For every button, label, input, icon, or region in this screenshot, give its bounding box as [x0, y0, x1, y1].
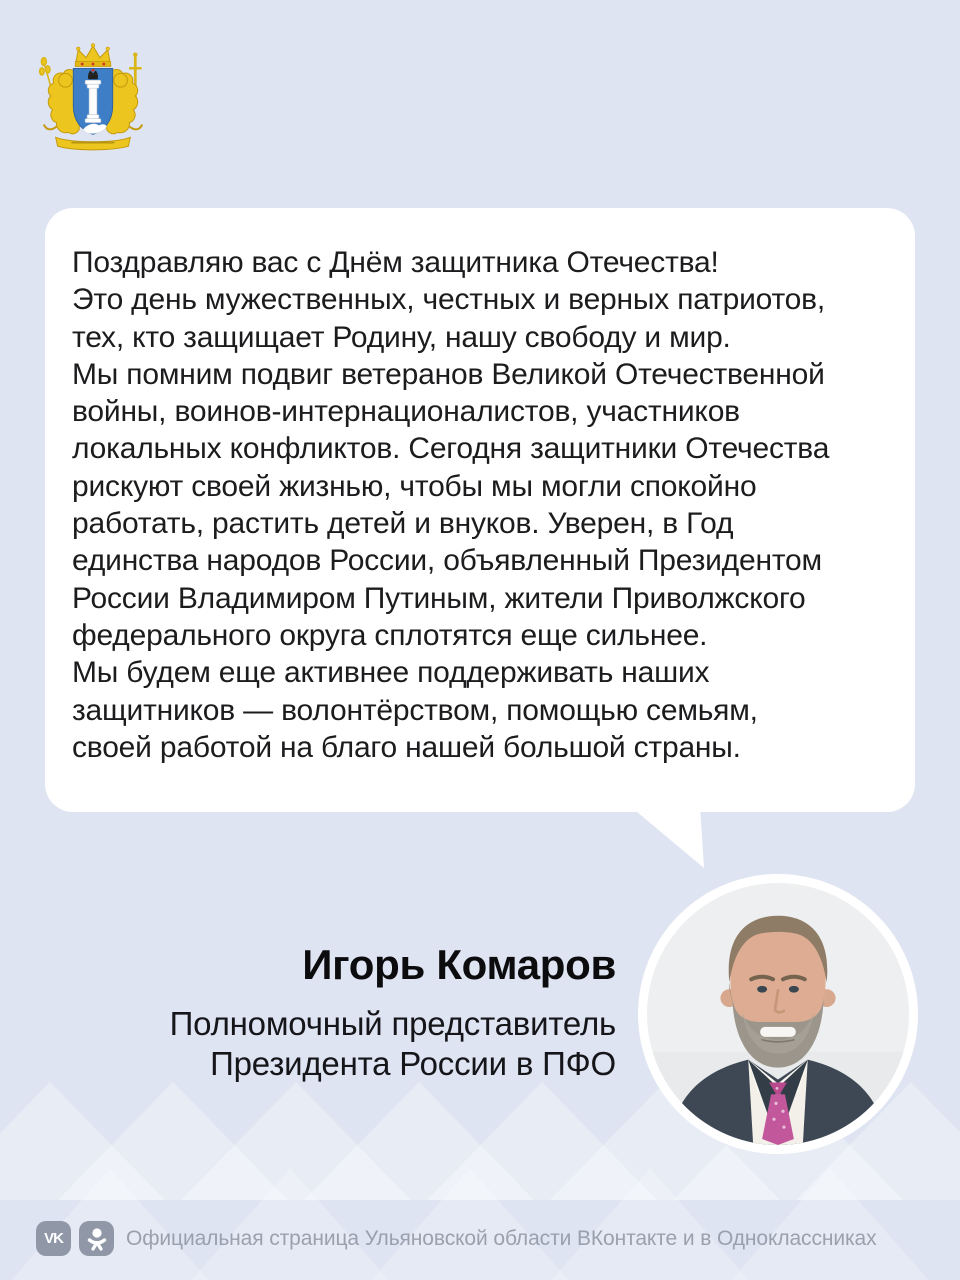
- person-portrait-illustration: [647, 883, 909, 1145]
- vk-icon-glyph: VK: [44, 1230, 63, 1247]
- portrait-photo: [638, 874, 918, 1154]
- message-line: локальных конфликтов. Сегодня защитники Отечества: [72, 432, 830, 466]
- message-line: Мы будем еще активнее поддерживать наших: [72, 656, 710, 690]
- message-line: Мы помним подвиг ветеранов Великой Отечественной: [72, 357, 825, 391]
- person-title: [170, 1004, 616, 1084]
- message-line: Это день мужественных, честных и верных патриотов,: [72, 283, 826, 317]
- ok-person-glyph: [86, 1227, 108, 1251]
- message-line: Поздравляю вас с Днём защитника Отечества!: [72, 246, 719, 279]
- message-line: работать, растить детей и внуков. Уверен, в Год: [72, 507, 734, 541]
- message-line: единства народов России, объявленный Президентом: [72, 544, 822, 578]
- signature-block: [170, 942, 616, 1084]
- message-card: [45, 208, 915, 812]
- vk-icon: [36, 1221, 71, 1256]
- message-line: федерального округа сплотятся еще сильнее.: [72, 618, 708, 652]
- message-line: России Владимиром Путиным, жители Приволжского: [72, 581, 806, 615]
- speech-bubble-tail: [620, 798, 720, 878]
- footer-caption: Официальная страница Ульяновской области ВКонтакте и в Одноклассниках: [126, 1226, 877, 1250]
- message-line: рискуют своей жизнью, чтобы мы могли спокойно: [72, 469, 757, 503]
- message-line: тех, кто защищает Родину, нашу свободу и мир.: [72, 320, 731, 354]
- message-line: войны, воинов-интернационалистов, участников: [72, 395, 740, 429]
- message-line: защитников — волонтёрством, помощью семьям,: [72, 693, 758, 727]
- ok-icon: [79, 1221, 114, 1256]
- message-line: своей работой на благо нашей большой страны.: [72, 730, 741, 764]
- person-title-line: Президента России в ПФО: [210, 1045, 616, 1082]
- person-name: Игорь Комаров: [302, 941, 616, 988]
- person-title-line: Полномочный представитель: [169, 1005, 616, 1042]
- ulyanovsk-coat-of-arms-icon: [34, 40, 152, 152]
- footer-social-bar: [36, 1221, 877, 1256]
